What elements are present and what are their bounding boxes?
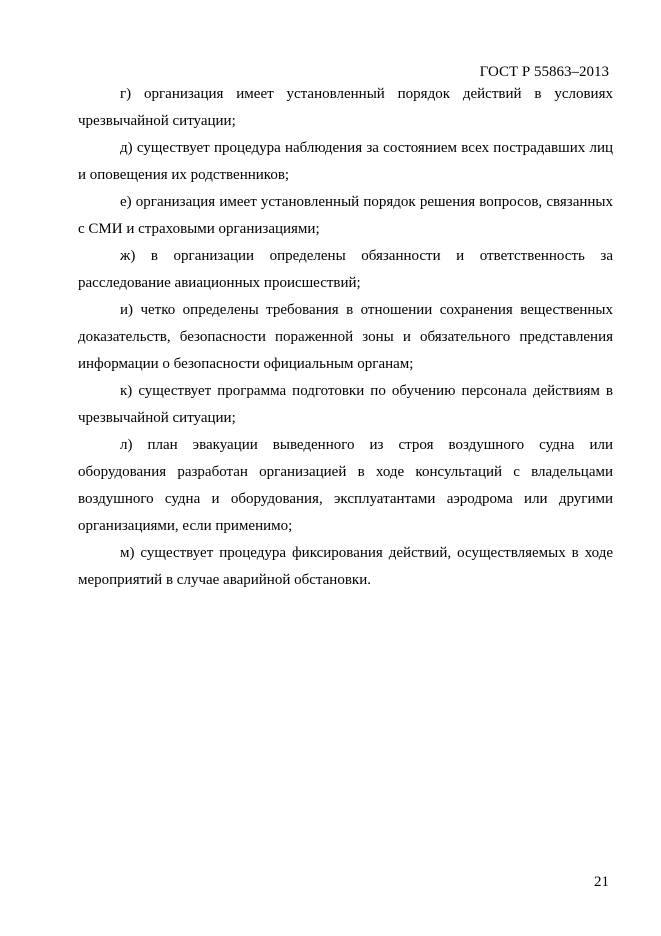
document-body — [78, 81, 613, 594]
list-item-l: л) план эвакуации выведенного из строя воздушного судна или оборудования разработан организацией в ходе консультаций с владельцами воздушного судна и оборудования, эксплуатантами аэродрома или другими организациями, если применимо; — [78, 437, 613, 534]
list-item-k: к) существует программа подготовки по обучению персонала действиям в чрезвычайной ситуации; — [78, 383, 613, 426]
list-item-zh: ж) в организации определены обязанности и ответственность за расследование авиационных происшествий; — [78, 248, 613, 291]
page-number: 21 — [594, 874, 609, 890]
list-item-e: е) организация имеет установленный порядок решения вопросов, связанных с СМИ и страховыми организациями; — [78, 194, 613, 237]
list-item-g: г) организация имеет установленный порядок действий в условиях чрезвычайной ситуации; — [78, 86, 613, 129]
list-item-i: и) четко определены требования в отношении сохранения вещественных доказательств, безопасности пораженной зоны и обязательного представления информации о безопасности официальным органам; — [78, 302, 613, 372]
document-code-header: ГОСТ Р 55863–2013 — [479, 64, 609, 80]
list-item-m: м) существует процедура фиксирования действий, осуществляемых в ходе мероприятий в случае аварийной обстановки. — [78, 545, 613, 588]
list-item-d: д) существует процедура наблюдения за состоянием всех пострадавших лиц и оповещения их родственников; — [78, 140, 613, 183]
